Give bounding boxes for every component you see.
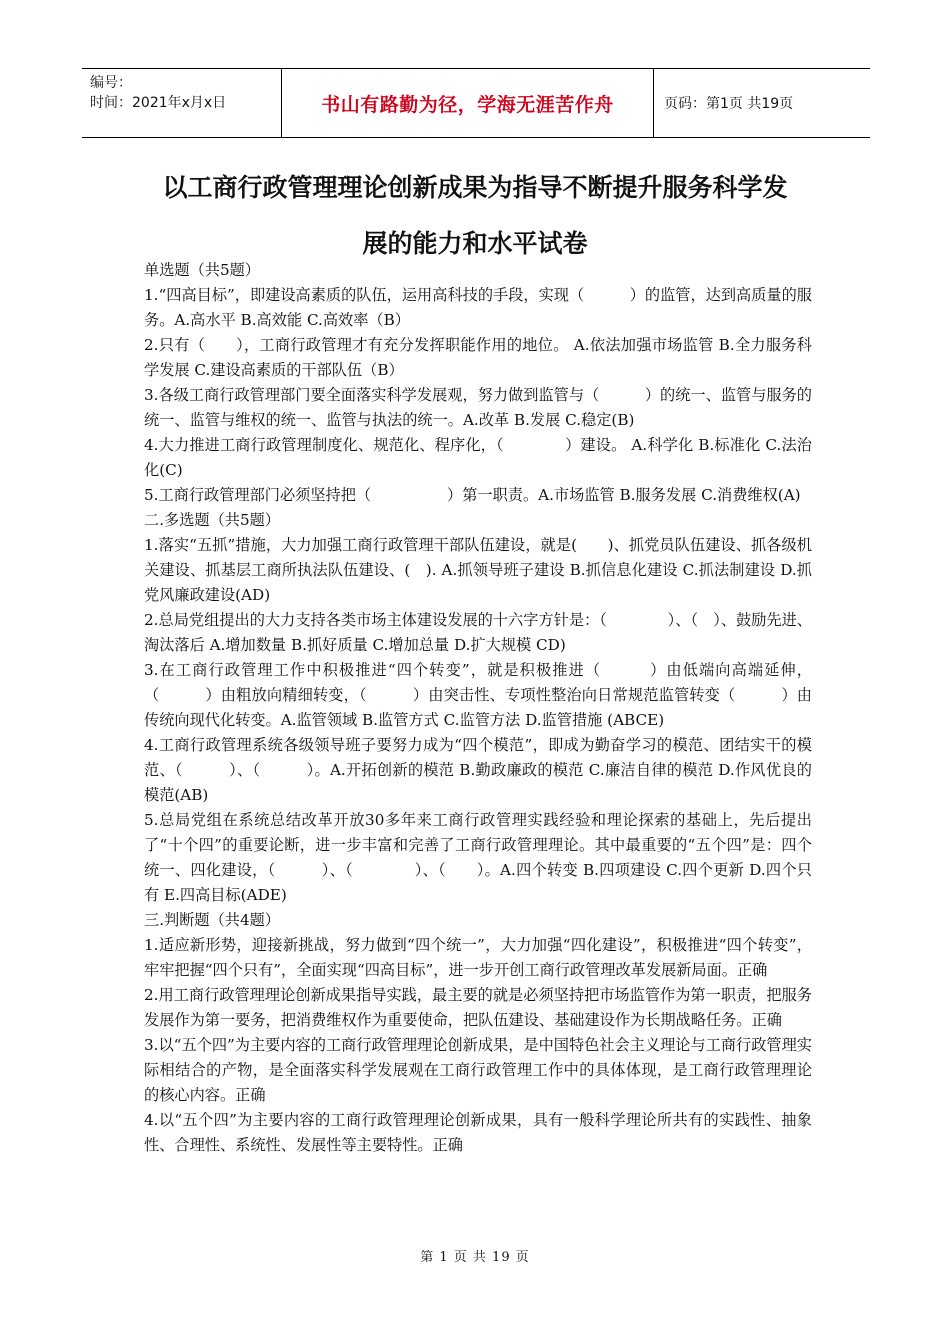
question-item: 1.落实“五抓”措施，大力加强工商行政管理干部队伍建设，就是( )、抓党员队伍建设、抓各级机关建设、抓基层工商所执法队伍建设、( ). A.抓领导班子建设 B.抓信息化建设 C.抓法制建设 D.抓党风廉政建设(AD) xyxy=(144,536,812,604)
number-label: 编号： xyxy=(90,75,132,91)
document-body xyxy=(144,258,812,1158)
question-item: 5.总局党组在系统总结改革开放30多年来工商行政管理实践经验和理论探索的基础上，先后提出了“十个四”的重要论断，进一步丰富和完善了工商行政管理理论。其中最重要的“五个四”是：四个统一、四化建设，（ ）、（ ）、（ ）。A.四个转变 B.四项建设 C.四个更新 D.四个只有 E.四高目标(ADE) xyxy=(144,811,812,904)
page-footer: 第 1 页 共 19 页 xyxy=(420,1250,530,1265)
question-item: 3.各级工商行政管理部门要全面落实科学发展观，努力做到监管与（ ）的统一、监管与服务的统一、监管与维权的统一、监管与执法的统一。A.改革 B.发展 C.稳定(B) xyxy=(144,386,812,429)
question-item: 4.大力推进工商行政管理制度化、规范化、程序化，（ ）建设。 A.科学化 B.标准化 C.法治化(C) xyxy=(144,436,812,479)
question-item: 3.以“五个四”为主要内容的工商行政管理理论创新成果，是中国特色社会主义理论与工商行政管理实际相结合的产物，是全面落实科学发展观在工商行政管理工作中的具体体现，是工商行政管理理论的核心内容。正确 xyxy=(144,1036,812,1104)
question-item: 4.工商行政管理系统各级领导班子要努力成为“四个模范”，即成为勤奋学习的模范、团结实干的模范、（ ）、（ ）。A.开拓创新的模范 B.勤政廉政的模范 C.廉洁自律的模范 D.作风优良的模范(AB) xyxy=(144,736,812,804)
question-item: 2.用工商行政管理理论创新成果指导实践，最主要的就是必须坚持把市场监管作为第一职责，把服务发展作为第一要务，把消费维权作为重要使命，把队伍建设、基础建设作为长期战略任务。正确 xyxy=(144,986,812,1029)
document-title xyxy=(60,160,890,272)
question-item: 3.在工商行政管理工作中积极推进“四个转变”，就是积极推进（ ）由低端向高端延伸，（ ）由粗放向精细转变，（ ）由突击性、专项性整治向日常规范监管转变（ ）由传统向现代化转变。A.监管领域 B.监管方式 C.监管方法 D.监管措施 (ABCE) xyxy=(144,661,812,729)
header-meta xyxy=(82,69,282,137)
header-page-label: 页码：第1页 共19页 xyxy=(664,96,794,112)
question-item: 1.适应新形势，迎接新挑战，努力做到“四个统一”，大力加强“四化建设”，积极推进“四个转变”，牢牢把握“四个只有”，全面实现“四高目标”，进一步开创工商行政管理改革发展新局面。正确 xyxy=(144,936,812,979)
time-label: 时间：2021年x月x日 xyxy=(90,95,227,111)
question-item: 5.工商行政管理部门必须坚持把（ ）第一职责。A.市场监管 B.服务发展 C.消费维权(A) xyxy=(144,486,801,504)
page-header xyxy=(82,68,870,138)
question-item: 2.只有（ ），工商行政管理才有充分发挥职能作用的地位。 A.依法加强市场监管 B.全力服务科学发展 C.建设高素质的干部队伍（B） xyxy=(144,336,812,379)
section-heading-multi: 二.多选题（共5题） xyxy=(144,511,280,529)
question-item: 2.总局党组提出的大力支持各类市场主体建设发展的十六字方针是：（ ）、（ ）、鼓励先进、淘汰落后 A.增加数量 B.抓好质量 C.增加总量 D.扩大规模 CD) xyxy=(144,611,812,654)
section-heading-judge: 三.判断题（共4题） xyxy=(144,911,280,929)
question-item: 1.“四高目标”，即建设高素质的队伍，运用高科技的手段，实现（ ）的监管，达到高质量的服务。A.高水平 B.高效能 C.高效率（B） xyxy=(144,286,812,329)
question-item: 4.以“五个四”为主要内容的工商行政管理理论创新成果，具有一般科学理论所共有的实践性、抽象性、合理性、系统性、发展性等主要特性。正确 xyxy=(144,1111,812,1154)
section-heading-single: 单选题（共5题） xyxy=(144,261,260,279)
title-line-2: 展的能力和水平试卷 xyxy=(362,229,588,258)
title-line-1: 以工商行政管理理论创新成果为指导不断提升服务科学发 xyxy=(162,173,788,202)
header-motto: 书山有路勤为径，学海无涯苦作舟 xyxy=(282,69,654,137)
